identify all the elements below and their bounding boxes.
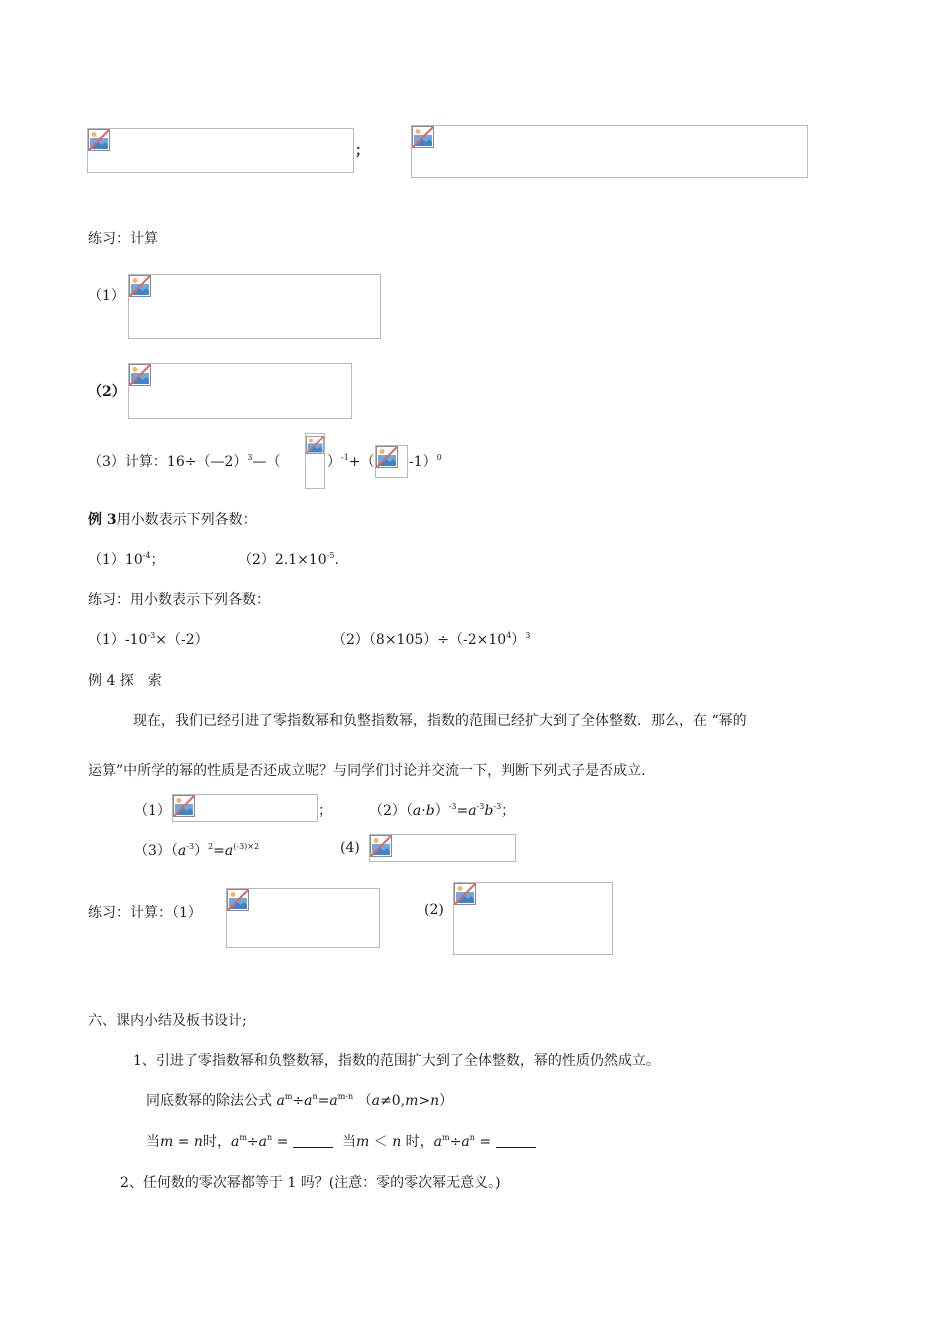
example-3-item-2: $(2)2.1\times 10^{-5}$. bbox=[238, 551, 339, 568]
formula-3: $(3)(a^{-3})^2=a^{(-3)\times 2}$ bbox=[134, 842, 260, 859]
item-label: （1） bbox=[88, 288, 125, 304]
image-placeholder bbox=[453, 882, 613, 955]
practice-3-title: 练习：计算：（1） bbox=[88, 905, 202, 921]
answer-blank[interactable] bbox=[496, 1133, 536, 1148]
case-equal: 当m = n时，$a^m\div a^n$ = bbox=[146, 1131, 333, 1151]
broken-image-icon bbox=[88, 129, 110, 151]
practice-3-item-2-label: (2) bbox=[424, 902, 444, 918]
broken-image-icon bbox=[370, 835, 392, 857]
practice-2-title: 练习：用小数表示下列各数： bbox=[88, 592, 270, 608]
division-formula: 同底数幂的除法公式 $a^m\div a^n=a^{m-n}$ （a≠0,m>n） bbox=[146, 1092, 454, 1109]
example-4-title: 例 4 探 索 bbox=[88, 673, 162, 689]
image-placeholder bbox=[375, 445, 408, 478]
image-placeholder bbox=[226, 888, 380, 948]
image-placeholder bbox=[305, 433, 325, 489]
broken-image-icon bbox=[173, 795, 195, 817]
image-placeholder bbox=[128, 363, 352, 419]
formula-1-label: （1） bbox=[134, 803, 171, 819]
formula-2: $(2)(a\cdot b)^{-3}=a^{-3}b^{-3}$； bbox=[369, 802, 516, 819]
image-placeholder-top-left bbox=[87, 128, 354, 173]
broken-image-icon bbox=[129, 275, 151, 297]
broken-image-icon bbox=[129, 364, 151, 386]
image-placeholder-top-right bbox=[411, 125, 808, 178]
case-less: 当m ＜ n 时，$a^m\div a^n$ = bbox=[342, 1131, 536, 1151]
broken-image-icon bbox=[412, 126, 434, 148]
summary-point-1: 1、引进了零指数幂和负整数幂，指数的范围扩大到了全体整数，幂的性质仍然成立。 bbox=[133, 1053, 660, 1069]
practice-2-item-2: $(2)(8\times 105)\div(-2\times 10^4)^3$ bbox=[332, 631, 531, 648]
practice-title: 练习：计算 bbox=[88, 231, 158, 247]
separator: ； bbox=[355, 143, 369, 159]
example-3-heading: 例 3用小数表示下列各数： bbox=[88, 512, 257, 528]
broken-image-icon bbox=[454, 883, 476, 905]
broken-image-icon bbox=[306, 434, 324, 456]
practice-item-3-prefix: （3）计算：16÷（—2）$^3$—（ bbox=[88, 453, 281, 470]
broken-image-icon bbox=[227, 889, 249, 911]
image-placeholder bbox=[369, 834, 516, 862]
example-3-item-1: $(1)10^{-4}$； bbox=[88, 551, 165, 568]
summary-point-2: 2、任何数的零次幂都等于 1 吗？(注意：零的零次幂无意义。) bbox=[120, 1175, 501, 1191]
answer-blank[interactable] bbox=[293, 1133, 333, 1148]
image-placeholder bbox=[172, 794, 318, 822]
summary-title: 六、课内小结及板书设计; bbox=[88, 1013, 247, 1029]
example-4-paragraph-line-1: 现在，我们已经引进了零指数幂和负整指数幂，指数的范围已经扩大到了全体整数．那么，在 “幂的 bbox=[133, 713, 747, 729]
broken-image-icon bbox=[376, 446, 398, 468]
formula-1-separator: ； bbox=[318, 803, 332, 819]
practice-item-3-middle: ）$^{-1}$+（ bbox=[327, 453, 375, 470]
example-4-paragraph-line-2: 运算”中所学的幂的性质是否还成立呢？与同学们讨论并交流一下，判断下列式子是否成立. bbox=[88, 763, 646, 779]
image-placeholder bbox=[128, 274, 381, 339]
item-label: （2） bbox=[88, 384, 126, 400]
practice-item-3-suffix: -1）$^0$ bbox=[409, 453, 442, 470]
formula-4-label: (4) bbox=[340, 840, 360, 856]
practice-2-item-1: $(1)-10^{-3}\times(-2)$ bbox=[88, 631, 209, 648]
